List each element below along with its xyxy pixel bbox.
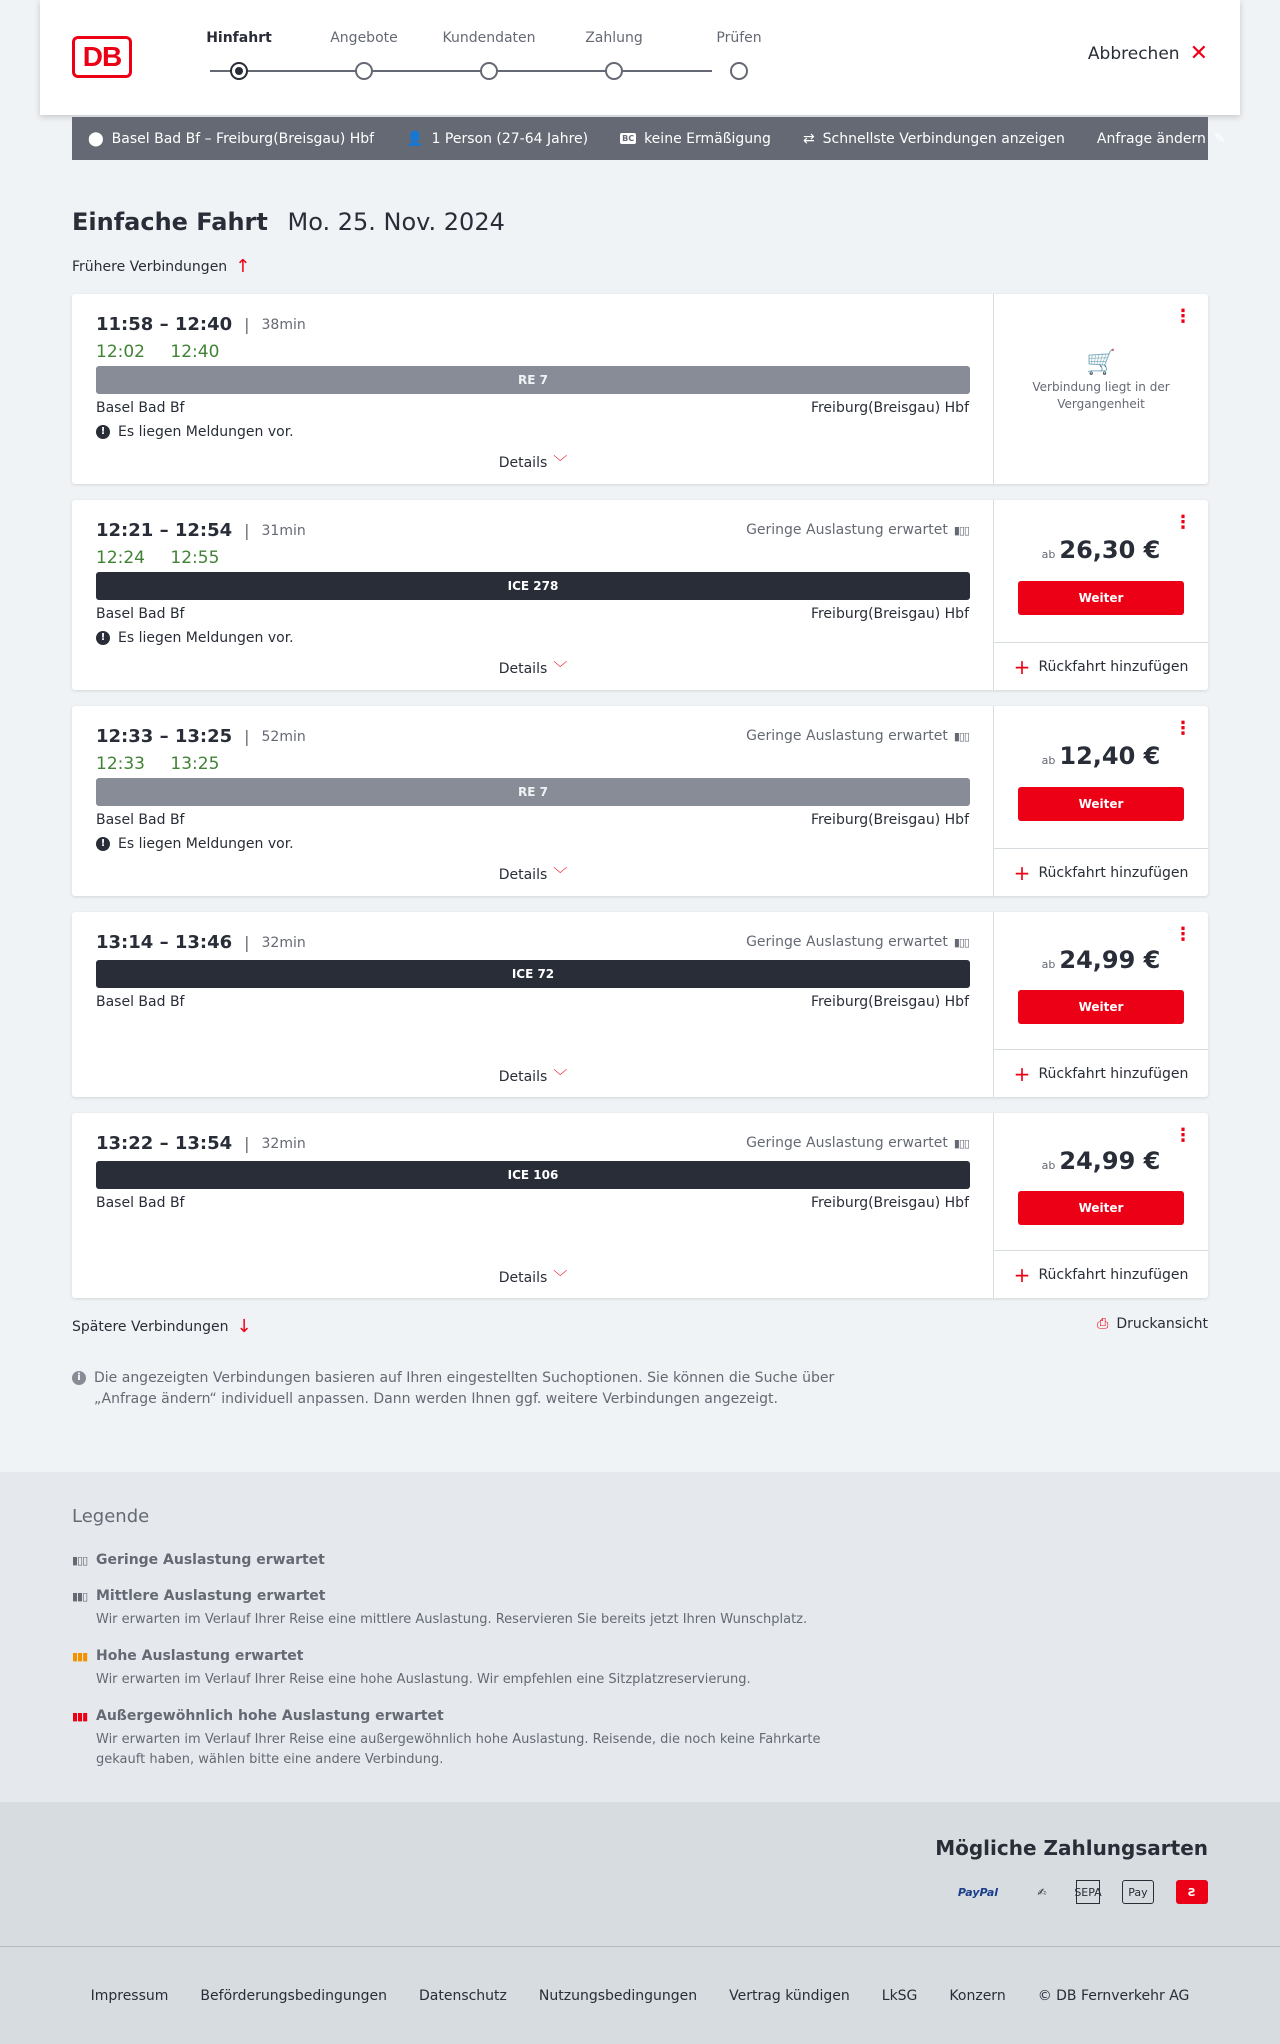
connection-card[interactable]: [72, 294, 1208, 484]
origin-station: Basel Bad Bf: [96, 400, 185, 416]
realtime-departure: 12:02: [96, 342, 145, 362]
occupancy-indicator: [746, 522, 969, 538]
duration: 52min: [261, 728, 306, 745]
origin-station: Basel Bad Bf: [96, 1195, 185, 1211]
footer: [0, 1946, 1280, 2044]
legend-title: Legende: [72, 1506, 150, 1527]
steps-line: [210, 70, 712, 72]
arrow-down-icon: ↓: [236, 1316, 252, 1337]
info-text: Die angezeigten Verbindungen basieren auf Ihren eingestellten Suchoptionen. Sie können die Suche über „Anfrage ändern“ individuell anpassen. Dann werden Ihnen ggf. weitere Verbindungen angezeigt.: [94, 1370, 835, 1407]
occupancy-indicator: [746, 934, 969, 950]
details-toggle[interactable]: [72, 1267, 994, 1287]
return-label: Rückfahrt hinzufügen: [1038, 864, 1189, 881]
destination-station: Freiburg(Breisgau) Hbf: [810, 606, 969, 622]
chevron-down-icon: ﹀: [553, 1069, 568, 1085]
step-label: Angebote: [330, 30, 398, 46]
connection-card[interactable]: [72, 912, 1208, 1097]
connection-times: [96, 1133, 306, 1154]
medium-occupancy-icon: ▮▮▯: [72, 1589, 88, 1603]
origin-station: Basel Bad Bf: [96, 812, 185, 828]
chevron-down-icon: ﹀: [553, 661, 568, 677]
connection-times: [96, 520, 306, 541]
message-text: Es liegen Meldungen vor.: [118, 836, 294, 852]
connection-main: [72, 706, 994, 896]
realtime-arrival: 13:25: [170, 754, 220, 774]
train-bar: ICE 278: [96, 572, 970, 600]
pencil-icon: ✎: [1213, 130, 1226, 147]
add-return-trip-button[interactable]: [994, 642, 1208, 690]
trip-date: Mo. 25. Nov. 2024: [287, 208, 505, 236]
details-toggle[interactable]: [72, 864, 994, 884]
chevron-down-icon: ﹀: [553, 1270, 568, 1286]
connection-main: [72, 1113, 994, 1298]
message-text: Es liegen Meldungen vor.: [118, 424, 294, 440]
train-bar: ICE 72: [96, 960, 970, 988]
legend-description: Wir erwarten im Verlauf Ihrer Reise eine hohe Auslastung. Wir empfehlen eine Sitzplatzreservierung.: [96, 1672, 751, 1687]
step-label: Hinfahrt: [206, 30, 272, 46]
step-label: Kundendaten: [442, 30, 536, 46]
print-label: Druckansicht: [1116, 1316, 1208, 1332]
footer-link-konzern[interactable]: Konzern: [949, 1987, 1006, 2004]
add-return-trip-button[interactable]: [994, 848, 1208, 896]
occupancy-indicator: [746, 1135, 969, 1151]
details-label: Details: [498, 661, 548, 677]
footer-link-vertrag-kuendigen[interactable]: Vertrag kündigen: [729, 1987, 850, 2004]
connection-main: [72, 500, 994, 690]
cancel-button[interactable]: [1087, 41, 1208, 66]
step-label: Prüfen: [716, 30, 762, 46]
plus-icon: +: [1013, 1262, 1031, 1287]
route-text: Basel Bad Bf – Freiburg(Breisgau) Hbf: [111, 130, 375, 147]
close-icon: ✕: [1189, 41, 1208, 66]
realtime-times: [96, 342, 239, 362]
continue-button[interactable]: Weiter: [1018, 1191, 1184, 1225]
add-return-trip-button[interactable]: [994, 1250, 1208, 1298]
info-icon: i: [72, 1371, 86, 1385]
chevron-down-icon: ﹀: [553, 867, 568, 883]
price-value: 26,30 €: [1059, 536, 1161, 564]
legend-item-head: [72, 1648, 872, 1664]
duration: 32min: [261, 934, 306, 951]
separator: |: [244, 727, 250, 746]
price: [994, 536, 1208, 564]
connection-card[interactable]: [72, 500, 1208, 690]
price: [994, 946, 1208, 974]
legend-description: Wir erwarten im Verlauf Ihrer Reise eine mittlere Auslastung. Reservieren Sie bereits jetzt Ihren Wunschplatz.: [96, 1612, 808, 1627]
later-label: Spätere Verbindungen: [72, 1318, 229, 1335]
fastest-text: Schnellste Verbindungen anzeigen: [822, 130, 1065, 147]
exclamation-icon: !: [96, 837, 110, 851]
db-payment-icon: Ƨ: [1176, 1880, 1208, 1904]
occupancy-indicator: [746, 728, 969, 744]
details-label: Details: [498, 1069, 548, 1085]
details-toggle[interactable]: [72, 1066, 994, 1086]
return-label: Rückfahrt hinzufügen: [1038, 1065, 1189, 1082]
continue-button[interactable]: Weiter: [1018, 990, 1184, 1024]
payment-title: Mögliche Zahlungsarten: [935, 1836, 1208, 1860]
change-request-text: Anfrage ändern: [1096, 130, 1206, 147]
step-zahlung: [549, 30, 679, 50]
continue-button[interactable]: Weiter: [1018, 787, 1184, 821]
more-options-icon[interactable]: ⋮: [1174, 924, 1192, 945]
price-prefix: ab: [1041, 548, 1056, 561]
legend-section: [0, 1472, 1280, 1802]
connection-times: [96, 932, 306, 953]
booking-steps: [174, 30, 794, 90]
connection-card[interactable]: [72, 1113, 1208, 1298]
legend-item: [72, 1552, 872, 1568]
legend-item-head: [72, 1552, 872, 1568]
more-options-icon[interactable]: ⋮: [1174, 512, 1192, 533]
plus-icon: +: [1013, 860, 1031, 885]
duration: 38min: [261, 316, 306, 333]
step-hinfahrt[interactable]: [174, 30, 304, 50]
price-prefix: ab: [1041, 958, 1056, 971]
connection-offer: [994, 706, 1208, 896]
schedule-time: 13:22 – 13:54: [96, 1133, 233, 1154]
details-label: Details: [498, 455, 548, 471]
payment-icons: [948, 1880, 1208, 1904]
footer-link-nutzungsbedingungen[interactable]: Nutzungsbedingungen: [538, 1987, 698, 2004]
occupancy-text: Geringe Auslastung erwartet: [746, 728, 948, 744]
duration: 31min: [261, 522, 306, 539]
footer-copyright: © DB Fernverkehr AG: [1037, 1987, 1190, 2004]
step-kundendaten: [424, 30, 554, 50]
separator: |: [244, 521, 250, 540]
legend-item: [72, 1708, 872, 1770]
change-request-button[interactable]: [1097, 131, 1226, 147]
very-high-occupancy-icon: ▮▮▮: [72, 1709, 88, 1723]
price-value: 12,40 €: [1059, 742, 1161, 770]
past-text: Verbindung liegt in der Vergangenheit: [1032, 380, 1170, 411]
route-summary[interactable]: [88, 131, 374, 147]
separator: |: [244, 933, 250, 952]
service-message: [96, 630, 294, 646]
legend-label: Geringe Auslastung erwartet: [96, 1552, 325, 1568]
schedule-time: 13:14 – 13:46: [96, 932, 233, 953]
occupancy-text: Geringe Auslastung erwartet: [746, 934, 948, 950]
separator: |: [244, 315, 250, 334]
separator: |: [244, 1134, 250, 1153]
connection-offer: [994, 912, 1208, 1097]
schedule-time: 12:21 – 12:54: [96, 520, 233, 541]
direct-debit-signature-icon: ✍: [1037, 1885, 1047, 1899]
discount-summary[interactable]: [620, 131, 771, 147]
swap-arrows-icon: ⇄: [802, 130, 815, 147]
message-text: Es liegen Meldungen vor.: [118, 630, 294, 646]
footer-link-impressum[interactable]: Impressum: [90, 1987, 169, 2004]
past-notice: [994, 348, 1208, 413]
low-occupancy-icon: ▮▯▯: [953, 523, 969, 537]
low-occupancy-icon: ▮▯▯: [953, 935, 969, 949]
details-toggle[interactable]: [72, 658, 994, 678]
realtime-arrival: 12:40: [170, 342, 220, 362]
realtime-times: [96, 548, 239, 568]
connection-card[interactable]: [72, 706, 1208, 896]
train-bar: RE 7: [96, 366, 970, 394]
connection-offer: [994, 294, 1208, 484]
connection-offer: [994, 500, 1208, 690]
legend-item-head: [72, 1588, 872, 1604]
passenger-text: 1 Person (27-64 Jahre): [431, 130, 589, 147]
step-dot: [605, 62, 623, 80]
details-label: Details: [498, 867, 548, 883]
cart-unavailable-icon: 🛒: [1086, 348, 1116, 376]
db-logo[interactable]: DB: [72, 36, 132, 78]
sepa-icon: SEPA: [1076, 1880, 1100, 1904]
legend-label: Außergewöhnlich hohe Auslastung erwartet: [96, 1708, 444, 1724]
connection-main: [72, 294, 994, 484]
realtime-departure: 12:24: [96, 548, 145, 568]
bahncard-icon: BC: [622, 134, 635, 143]
connection-times: [96, 314, 306, 335]
low-occupancy-icon: ▮▯▯: [953, 1136, 969, 1150]
destination-station: Freiburg(Breisgau) Hbf: [810, 400, 969, 416]
add-return-trip-button[interactable]: [994, 1049, 1208, 1097]
schedule-time: 12:33 – 13:25: [96, 726, 233, 747]
destination-station: Freiburg(Breisgau) Hbf: [810, 812, 969, 828]
discount-text: keine Ermäßigung: [644, 130, 771, 147]
price-value: 24,99 €: [1059, 1147, 1161, 1175]
step-dot: [480, 62, 498, 80]
step-dot: [730, 62, 748, 80]
details-label: Details: [498, 1270, 548, 1286]
price: [994, 1147, 1208, 1175]
service-message: [96, 836, 294, 852]
passenger-summary[interactable]: [406, 131, 588, 147]
more-options-icon[interactable]: ⋮: [1174, 718, 1192, 739]
search-summary-bar: [72, 117, 1226, 160]
progress-header: [40, 0, 1240, 115]
connection-times: [96, 726, 306, 747]
more-options-icon[interactable]: ⋮: [1174, 306, 1192, 327]
price: [994, 742, 1208, 770]
print-view-button[interactable]: [1097, 1316, 1208, 1332]
realtime-times: [96, 754, 239, 774]
paypal-icon: PayPal: [957, 1885, 999, 1899]
cancel-label: Abbrechen: [1087, 44, 1180, 64]
realtime-arrival: 12:55: [170, 548, 220, 568]
step-label: Zahlung: [585, 30, 643, 46]
apple-pay-icon: Pay: [1122, 1880, 1154, 1904]
legend-label: Hohe Auslastung erwartet: [96, 1648, 304, 1664]
high-occupancy-icon: ▮▮▮: [72, 1649, 88, 1663]
later-connections-button[interactable]: [72, 1316, 252, 1337]
person-icon: 👤: [406, 130, 424, 147]
low-occupancy-icon: ▮▯▯: [72, 1553, 88, 1567]
chevron-down-icon: ﹀: [553, 455, 568, 471]
service-message: [96, 424, 294, 440]
legend-item: [72, 1648, 872, 1690]
page-title: [72, 208, 505, 236]
legend-item-head: [72, 1708, 872, 1724]
return-label: Rückfahrt hinzufügen: [1038, 658, 1189, 675]
occupancy-text: Geringe Auslastung erwartet: [746, 522, 948, 538]
exclamation-icon: !: [96, 425, 110, 439]
destination-station: Freiburg(Breisgau) Hbf: [810, 994, 969, 1010]
origin-station: Basel Bad Bf: [96, 994, 185, 1010]
legend-description: Wir erwarten im Verlauf Ihrer Reise eine außergewöhnlich hohe Auslastung. Reisende, die noch keine Fahrkarte gekauft haben, wählen bitte eine andere Verbindung.: [96, 1732, 821, 1767]
step-dot: [230, 62, 248, 80]
details-toggle[interactable]: [72, 452, 994, 472]
origin-station: Basel Bad Bf: [96, 606, 185, 622]
location-pin-icon: ⬤: [88, 130, 104, 147]
schedule-time: 11:58 – 12:40: [96, 314, 233, 335]
earlier-connections-button[interactable]: [72, 256, 250, 277]
step-angebote: [299, 30, 429, 50]
fastest-connections-toggle[interactable]: [803, 131, 1065, 147]
low-occupancy-icon: ▮▯▯: [953, 729, 969, 743]
train-bar: ICE 106: [96, 1161, 970, 1189]
search-info-note: [72, 1368, 852, 1410]
realtime-departure: 12:33: [96, 754, 145, 774]
train-bar: RE 7: [96, 778, 970, 806]
more-options-icon[interactable]: ⋮: [1174, 1125, 1192, 1146]
plus-icon: +: [1013, 654, 1031, 679]
trip-type: Einfache Fahrt: [72, 208, 268, 236]
footer-link-befoerderungsbedingungen[interactable]: Beförderungsbedingungen: [200, 1987, 387, 2004]
legend-label: Mittlere Auslastung erwartet: [96, 1588, 326, 1604]
connection-main: [72, 912, 994, 1097]
printer-icon: ⎙: [1097, 1316, 1109, 1332]
destination-station: Freiburg(Breisgau) Hbf: [810, 1195, 969, 1211]
step-dot: [355, 62, 373, 80]
payment-methods-section: [0, 1802, 1280, 1946]
plus-icon: +: [1013, 1061, 1031, 1086]
footer-link-datenschutz[interactable]: Datenschutz: [418, 1987, 507, 2004]
legend-item: [72, 1588, 872, 1630]
return-label: Rückfahrt hinzufügen: [1038, 1266, 1189, 1283]
price-prefix: ab: [1041, 754, 1056, 767]
price-prefix: ab: [1041, 1159, 1056, 1172]
step-pruefen: [674, 30, 804, 50]
arrow-up-icon: ↑: [235, 256, 251, 277]
occupancy-text: Geringe Auslastung erwartet: [746, 1135, 948, 1151]
duration: 32min: [261, 1135, 306, 1152]
earlier-label: Frühere Verbindungen: [72, 258, 228, 275]
exclamation-icon: !: [96, 631, 110, 645]
footer-link-lksg[interactable]: LkSG: [881, 1987, 918, 2004]
continue-button[interactable]: Weiter: [1018, 581, 1184, 615]
connection-offer: [994, 1113, 1208, 1298]
price-value: 24,99 €: [1059, 946, 1161, 974]
